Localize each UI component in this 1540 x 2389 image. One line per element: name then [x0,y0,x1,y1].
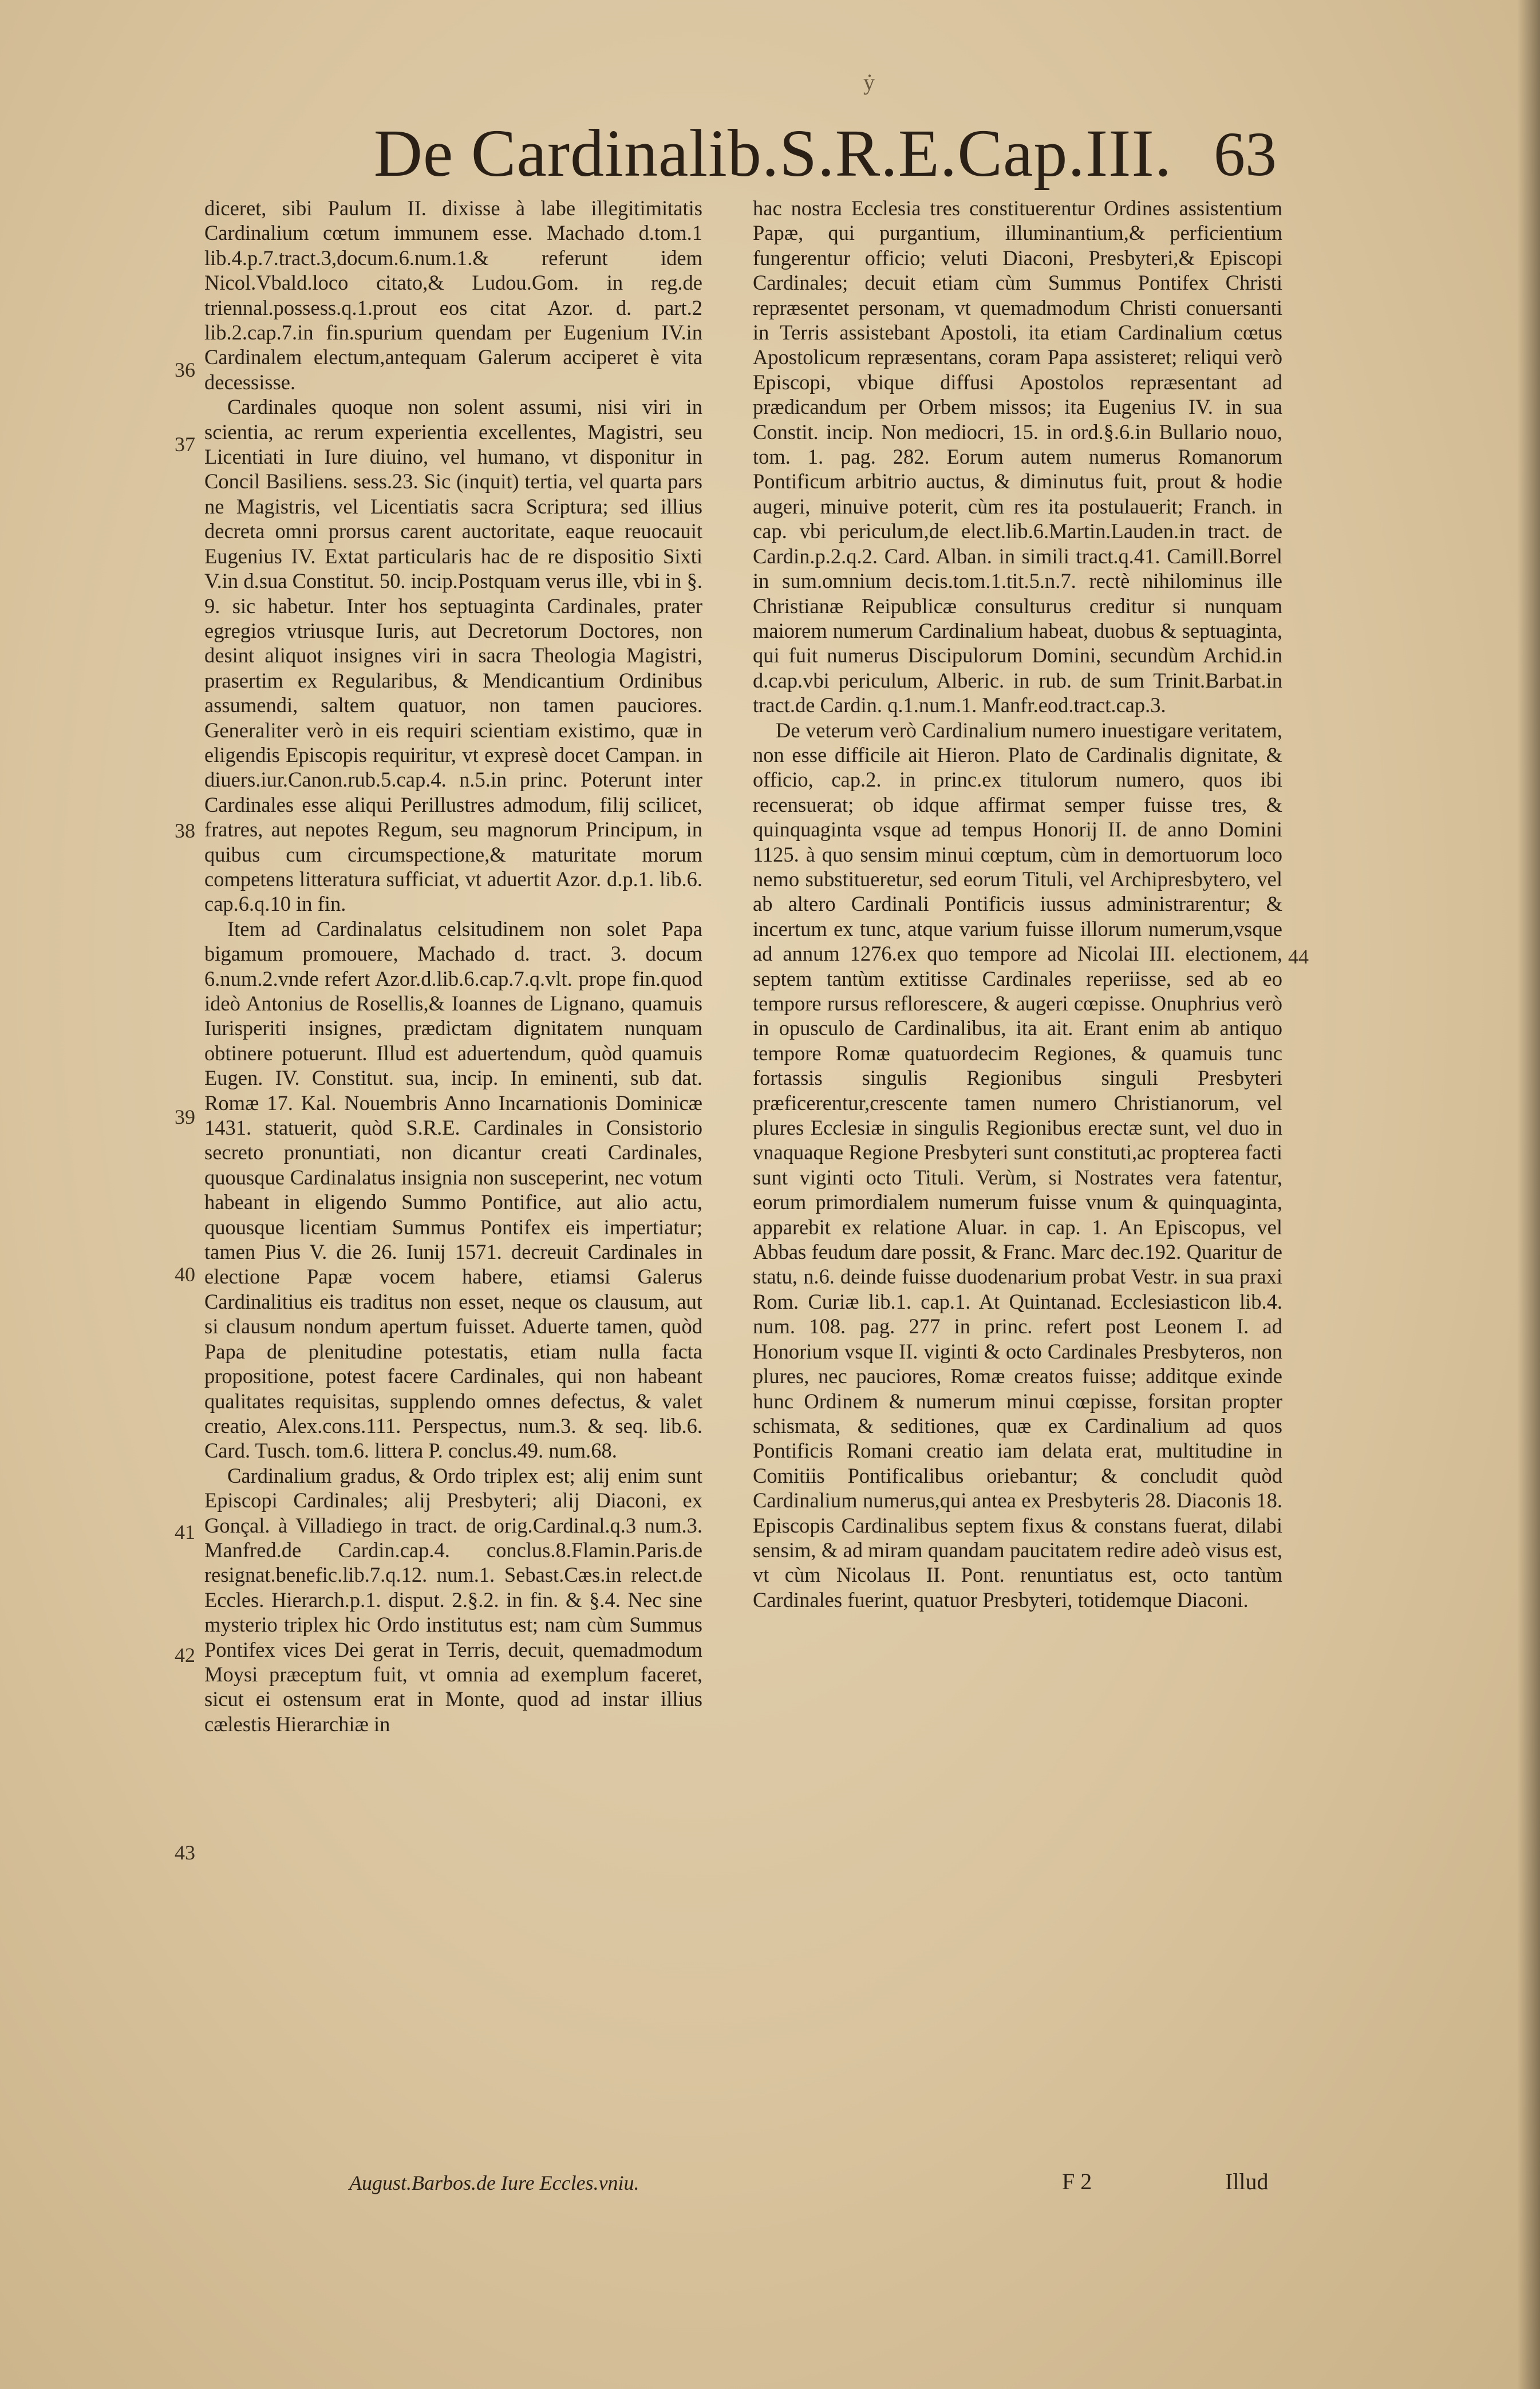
margin-number: 44 [1288,945,1309,968]
page-edge-shadow [1517,0,1540,2389]
right-paragraph-2: De veterum verò Cardinalium numero inuestigare veritatem, non esse difficile ait Hieron. Plato de Cardinalis dignitate, & officio, cap.2. in princ.ex titulorum numero, quos ibi recensuerat; ob idque affirmat semper fuisse tres, & quinquaginta vsque ad tempus Honorij II. de anno Domini 1125. à quo sensim minui cœptum, cùm in demortuorum loco nemo substitueretur, sed eorum Tituli, vel Archipresbytero, vel ab altero Cardinali Pontificis iussus administrarentur; & incertum ex tunc, atque varium fuisse illorum numerum,vsque ad annum 1276.ex quo tempore ad Nicolai III. electionem, septem tantùm extitisse Cardinales reperiisse, sed ab eo tempore rursus reflorescere, & augeri cœpisse. Onuphrius verò in opusculo de Cardinalibus, ita ait. Erant enim ab antiquo tempore Romæ quatuordecim Regiones, & quamuis tunc fortassis singulis Regionibus singuli Presbyteri præficerentur,crescente tamen numero Christianorum, vel plures Ecclesiæ in singulis Regionibus erectæ sunt, vel duo in vnaquaque Regione Presbyteri sunt constituti,ac propterea facti sunt viginti octo Tituli. Verùm, si Nostrates vera fatentur, eorum primordialem numerum fuisse vnum & quinquaginta, apparebit ex relatione Aluar. in cap. 1. An Episcopus, vel Abbas feudum dare possit, & Franc. Marc dec.192. Quaritur de statu, n.6. deinde fuisse duodenarium probat Vestr. in sua praxi Rom. Curiæ lib.1. cap.1. At Quintanad. Ecclesiasticon lib.4. num. 108. pag. 277 in princ. refert post Leonem I. ad Honorium vsque II. viginti & octo Cardinales Presbyteros, non plures, nec pauciores, Romæ creatos fuisse; additque exinde hunc Ordinem & numerum minui cœpisse, forsitan propter schismata, & seditiones, quæ ex Cardinalium ad quos Pontificis Romani creatio iam delata erat, multitudine in Comitiis Pontificalibus oriebantur; & concludit quòd Cardinalium numerus,qui antea ex Presbyteris 28. Diaconis 18. Episcopis Cardinalibus septem fixus & constans fuerat, dilabi sensim, & ad miram quandam paucitatem redire adeò visus est, vt cùm Nicolaus II. Pont. renuntiatus est, octo tantùm Cardinales fuerint, quatuor Presbyteri, totidemque Diaconi. [753,718,1282,1612]
margin-number: 36 [175,358,195,381]
catchword: Illud [1225,2169,1269,2194]
top-mark: ẏ [863,69,875,95]
margin-number: 39 [175,1105,195,1128]
running-head: De Cardinalib.S.R.E.Cap.III. [373,116,1172,191]
left-column [204,196,702,1736]
page-number: 63 [1214,119,1277,189]
right-column [753,196,1282,1612]
margin-number: 40 [175,1263,195,1286]
signature-mark: F 2 [1062,2169,1092,2194]
left-paragraph-4: Cardinalium gradus, & Ordo triplex est; alij enim sunt Episcopi Cardinales; alij Presbyteri; alij Diaconi, ex Gonçal. à Villadiego in tract. de orig.Cardinal.q.3 num.3. Manfred.de Cardin.cap.4. conclus.8.Flamin.Paris.de resignat.benefic.lib.7.q.12. num.1. Sebast.Cæs.in relect.de Eccles. Hierarch.p.1. disput. 2.§.2. in fin. & §.4. Nec sine mysterio triplex hic Ordo institutus est; nam cùm Summus Pontifex vices Dei gerat in Terris, decuit, quemadmodum Moysi præceptum fuit, vt omnia ad exemplum faceret, sicut ei ostensum erat in Monte, quod ad instar illius cælestis Hierarchiæ in [204,1463,702,1736]
margin-number: 42 [175,1644,195,1667]
margin-number: 38 [175,819,195,842]
left-paragraph-2: Cardinales quoque non solent assumi, nisi viri in scientia, ac rerum experientia excellentes, Magistri, seu Licentiati in Iure diuino, vel humano, vt disponitur in Concil Basiliens. sess.23. Sic (inquit) tertia, vel quarta pars ne Magistris, vel Licentiatis sacra Scriptura; sed illius decreta omni prorsus carent auctoritate, eaque reuocauit Eugenius IV. Extat particularis hac de re dispositio Sixti V.in d.sua Constitut. 50. incip.Postquam verus ille, vbi in §. 9. sic habetur. Inter hos septuaginta Cardinales, prater egregios vtriusque Iuris, aut Decretorum Doctores, non desint aliquot insignes viri in sacra Theologia Magistri, prasertim ex Regularibus, & Mendicantium Ordinibus assumendi, saltem quatuor, non tamen pauciores. Generaliter verò in eis requiri scientiam existimo, quæ in eligendis Episcopis requiritur, vt expresè docet Campan. in diuers.iur.Canon.rub.5.cap.4. n.5.in princ. Poterunt inter Cardinales esse aliqui Perillustres admodum, filij scilicet, fratres, aut nepotes Regum, seu magnorum Principum, in quibus cum circumspectione,& maturitate morum competens litteratura sufficiat, vt aduertit Azor. d.p.1. lib.6. cap.6.q.10 in fin. [204,395,702,916]
right-paragraph-1: hac nostra Ecclesia tres constituerentur Ordines assistentium Papæ, qui purgantium, illuminantium,& perficientium fungerentur officio; veluti Diaconi, Presbyteri,& Episcopi Cardinales; decuit etiam cùm Summus Pontifex Christi repræsentet personam, vt quemadmodum Christi conuersanti in Terris assistebant Apostoli, ita etiam Cardinalium cœtus Apostolicum repræsentans, coram Papa assisteret; reliqui verò Episcopi, vbique diffusi Apostolos repræsentant ad prædicandum per Orbem missos; ita Eugenius IV. in sua Constit. incip. Non mediocri, 15. in ord.§.6.in Bullario nouo, tom. 1. pag. 282. Eorum autem numerus Romanorum Pontificum arbitrio auctus, & diminutus fuit, prout & hodie augeri, minuive poterit, cùm res ita postulauerit; Franch. in cap. vbi periculum,de elect.lib.6.Martin.Lauden.in tract. de Cardin.p.2.q.2. Card. Alban. in simili tract.q.41. Camill.Borrel in sum.omnium decis.tom.1.tit.5.n.7. rectè nihilominus ille Christianæ Reipublicæ consulturus creditur si nunquam maiorem numerum Cardinalium habeat, duobus & septuaginta, qui fuit numerus Discipulorum Domini, secundùm Archid.in d.cap.vbi periculum, Alberic. in rub. de sum Trinit.Barbat.in tract.de Cardin. q.1.num.1. Manfr.eod.tract.cap.3. [753,196,1282,717]
margin-number: 43 [175,1841,195,1864]
margin-number: 41 [175,1521,195,1543]
left-paragraph-1: diceret, sibi Paulum II. dixisse à labe illegitimitatis Cardinalium cœtum immunem esse. Machado d.tom.1 lib.4.p.7.tract.3,docum.6.num.1.& referunt idem Nicol.Vbald.loco citato,& Ludou.Gom. in reg.de triennal.possess.q.1.prout eos citat Azor. d. part.2 lib.2.cap.7.in fin.spurium quendam per Eugenium IV.in Cardinalem electum,antequam Galerum acciperet è vita decessisse. [204,196,702,394]
margin-number: 37 [175,433,195,456]
left-catchline: August.Barbos.de Iure Eccles.vniu. [349,2171,639,2194]
left-paragraph-3: Item ad Cardinalatus celsitudinem non solet Papa bigamum promouere, Machado d. tract. 3. docum 6.num.2.vnde refert Azor.d.lib.6.cap.7.q.vlt. prope fin.quod ideò Antonius de Rosellis,& Ioannes de Lignano, quamuis Iurisperiti insignes, prædictam dignitatem nunquam obtinere potuerunt. Illud est aduertendum, quòd quamuis Eugen. IV. Constitut. sua, incip. In eminenti, sub dat. Romæ 17. Kal. Nouembris Anno Incarnationis Dominicæ 1431. statuerit, quòd S.R.E. Cardinales in Consistorio secreto pronuntiati, non dicantur creati Cardinales, quousque Cardinalatus insignia non susceperint, nec votum habeant in eligendo Summo Pontifice, aut alio actu, quousque licentiam Summus Pontifex eis impertiatur; tamen Pius V. die 26. Iunij 1571. decreuit Cardinales in electione Papæ vocem habere, etiamsi Galerus Cardinalitius eis traditus non esset, neque os clausum, aut si clausum nondum apertum fuisset. Aduerte tamen, quòd Papa de plenitudine potestatis, etiam nulla facta propositione, potest facere Cardinales, qui non habeant qualitates requisitas, supplendo omnes defectus, & valet creatio, Alex.cons.111. Perspectus, num.3. & seq. lib.6. Card. Tusch. tom.6. littera P. conclus.49. num.68. [204,917,702,1463]
